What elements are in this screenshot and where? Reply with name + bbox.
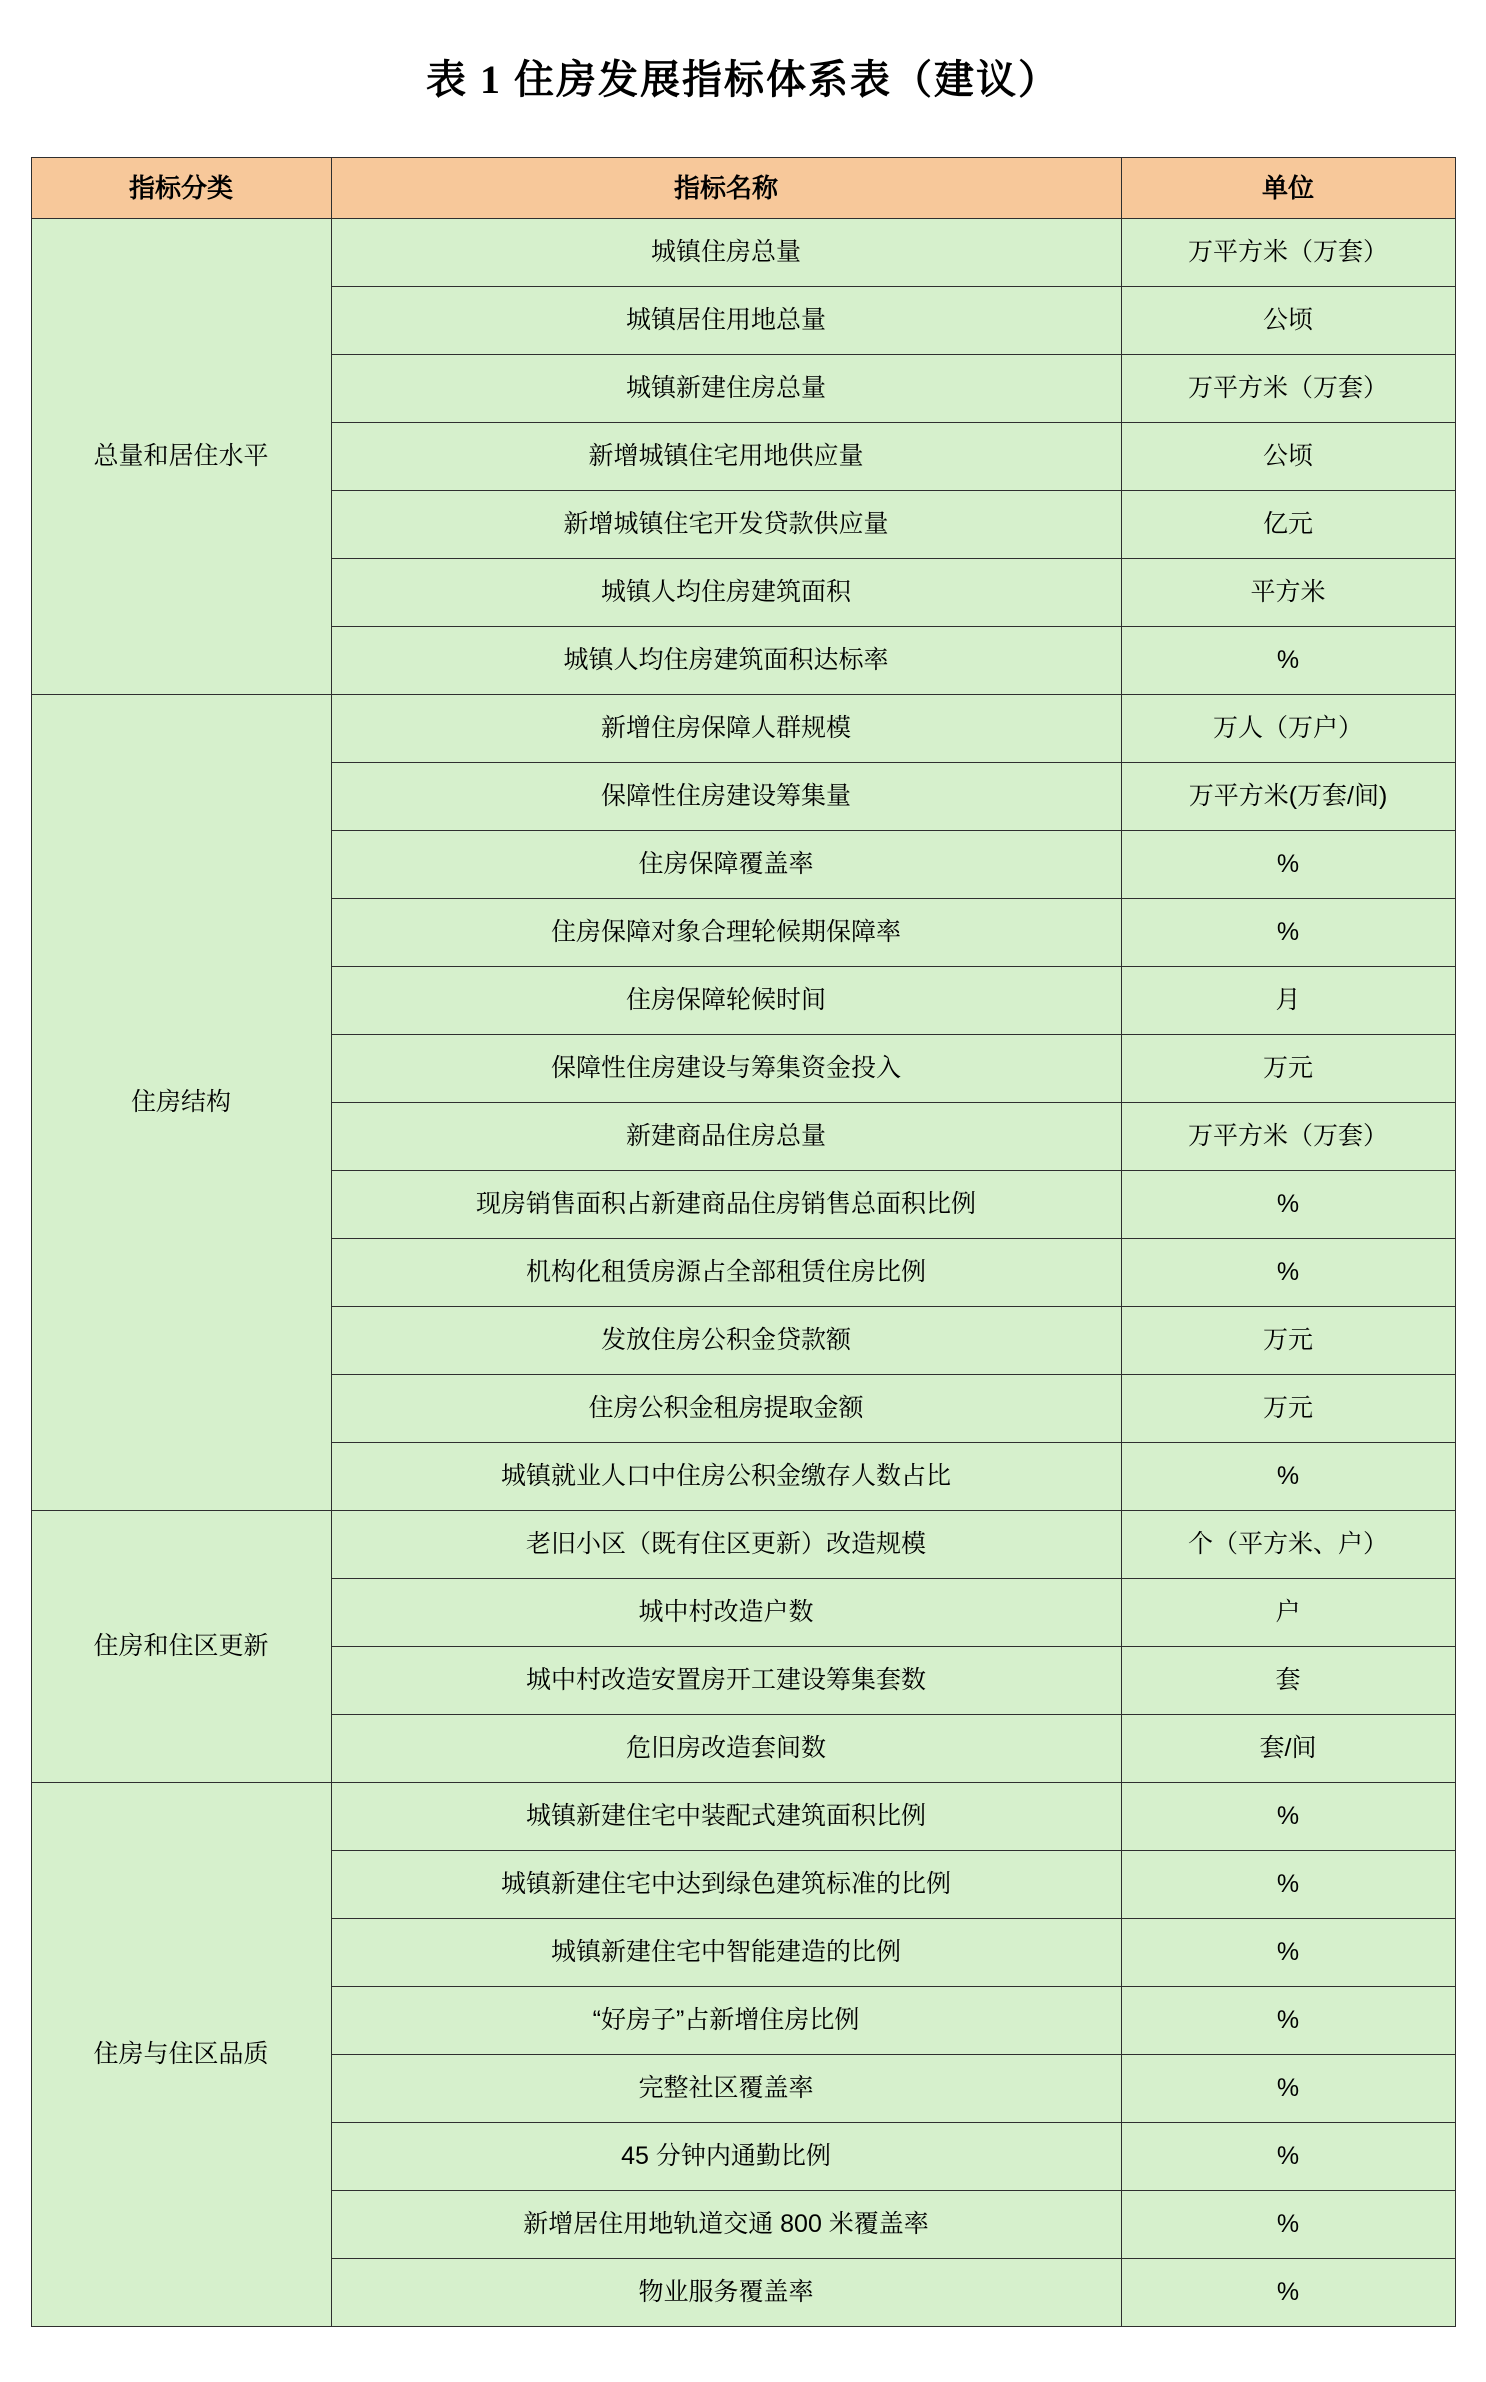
cell-indicator-name: 老旧小区（既有住区更新）改造规模 <box>331 1511 1121 1579</box>
cell-unit: % <box>1121 2123 1455 2191</box>
table-row <box>31 219 1455 287</box>
cell-unit: 个（平方米、户） <box>1121 1511 1455 1579</box>
cell-indicator-name: 住房保障覆盖率 <box>331 831 1121 899</box>
header-category: 指标分类 <box>31 158 331 219</box>
cell-unit: 万元 <box>1121 1307 1455 1375</box>
cell-category: 总量和居住水平 <box>31 219 331 695</box>
cell-indicator-name: 新增住房保障人群规模 <box>331 695 1121 763</box>
cell-indicator-name: “好房子”占新增住房比例 <box>331 1987 1121 2055</box>
cell-unit: 公顷 <box>1121 423 1455 491</box>
header-unit: 单位 <box>1121 158 1455 219</box>
cell-unit: 户 <box>1121 1579 1455 1647</box>
cell-unit: % <box>1121 2259 1455 2327</box>
cell-indicator-name: 新增城镇住宅开发贷款供应量 <box>331 491 1121 559</box>
cell-indicator-name: 城镇就业人口中住房公积金缴存人数占比 <box>331 1443 1121 1511</box>
cell-unit: % <box>1121 1851 1455 1919</box>
header-name: 指标名称 <box>331 158 1121 219</box>
cell-unit: % <box>1121 1783 1455 1851</box>
cell-unit: % <box>1121 831 1455 899</box>
cell-unit: 亿元 <box>1121 491 1455 559</box>
cell-indicator-name: 完整社区覆盖率 <box>331 2055 1121 2123</box>
cell-indicator-name: 危旧房改造套间数 <box>331 1715 1121 1783</box>
table-body <box>31 219 1455 2327</box>
cell-indicator-name: 发放住房公积金贷款额 <box>331 1307 1121 1375</box>
cell-unit: 公顷 <box>1121 287 1455 355</box>
cell-indicator-name: 城镇居住用地总量 <box>331 287 1121 355</box>
page-title: 表 1 住房发展指标体系表（建议） <box>426 57 1060 102</box>
cell-indicator-name: 保障性住房建设筹集量 <box>331 763 1121 831</box>
cell-unit: % <box>1121 1987 1455 2055</box>
cell-indicator-name: 住房公积金租房提取金额 <box>331 1375 1121 1443</box>
cell-unit: 月 <box>1121 967 1455 1035</box>
cell-indicator-name: 城镇新建住宅中智能建造的比例 <box>331 1919 1121 1987</box>
cell-indicator-name: 现房销售面积占新建商品住房销售总面积比例 <box>331 1171 1121 1239</box>
cell-indicator-name: 城镇新建住房总量 <box>331 355 1121 423</box>
cell-category: 住房和住区更新 <box>31 1511 331 1783</box>
cell-unit: % <box>1121 627 1455 695</box>
cell-indicator-name: 保障性住房建设与筹集资金投入 <box>331 1035 1121 1103</box>
cell-indicator-name: 新增城镇住宅用地供应量 <box>331 423 1121 491</box>
cell-unit: 万人（万户） <box>1121 695 1455 763</box>
cell-unit: 套/间 <box>1121 1715 1455 1783</box>
cell-unit: % <box>1121 2055 1455 2123</box>
cell-unit: % <box>1121 1239 1455 1307</box>
cell-indicator-name: 城中村改造户数 <box>331 1579 1121 1647</box>
cell-category: 住房与住区品质 <box>31 1783 331 2327</box>
cell-indicator-name: 住房保障对象合理轮候期保障率 <box>331 899 1121 967</box>
cell-unit: 万平方米（万套） <box>1121 219 1455 287</box>
cell-indicator-name: 新建商品住房总量 <box>331 1103 1121 1171</box>
cell-indicator-name: 物业服务覆盖率 <box>331 2259 1121 2327</box>
cell-indicator-name: 住房保障轮候时间 <box>331 967 1121 1035</box>
cell-unit: 万元 <box>1121 1375 1455 1443</box>
cell-indicator-name: 城镇住房总量 <box>331 219 1121 287</box>
cell-indicator-name: 城中村改造安置房开工建设筹集套数 <box>331 1647 1121 1715</box>
cell-indicator-name: 机构化租赁房源占全部租赁住房比例 <box>331 1239 1121 1307</box>
cell-indicator-name: 城镇人均住房建筑面积达标率 <box>331 627 1121 695</box>
cell-unit: 套 <box>1121 1647 1455 1715</box>
cell-category: 住房结构 <box>31 695 331 1511</box>
table-header <box>31 158 1455 219</box>
cell-unit: 万平方米（万套） <box>1121 355 1455 423</box>
housing-indicator-table <box>31 157 1456 2327</box>
table-header-row <box>31 158 1455 219</box>
cell-indicator-name: 城镇新建住宅中达到绿色建筑标准的比例 <box>331 1851 1121 1919</box>
cell-unit: 万平方米(万套/间) <box>1121 763 1455 831</box>
cell-unit: 万平方米（万套） <box>1121 1103 1455 1171</box>
cell-unit: % <box>1121 1171 1455 1239</box>
table-row <box>31 1511 1455 1579</box>
cell-unit: % <box>1121 1443 1455 1511</box>
cell-unit: % <box>1121 1919 1455 1987</box>
cell-indicator-name: 城镇新建住宅中装配式建筑面积比例 <box>331 1783 1121 1851</box>
cell-indicator-name: 城镇人均住房建筑面积 <box>331 559 1121 627</box>
table-row <box>31 1783 1455 1851</box>
cell-indicator-name: 新增居住用地轨道交通 800 米覆盖率 <box>331 2191 1121 2259</box>
cell-unit: % <box>1121 2191 1455 2259</box>
cell-unit: 万元 <box>1121 1035 1455 1103</box>
cell-unit: 平方米 <box>1121 559 1455 627</box>
cell-unit: % <box>1121 899 1455 967</box>
cell-indicator-name: 45 分钟内通勤比例 <box>331 2123 1121 2191</box>
table-row <box>31 695 1455 763</box>
